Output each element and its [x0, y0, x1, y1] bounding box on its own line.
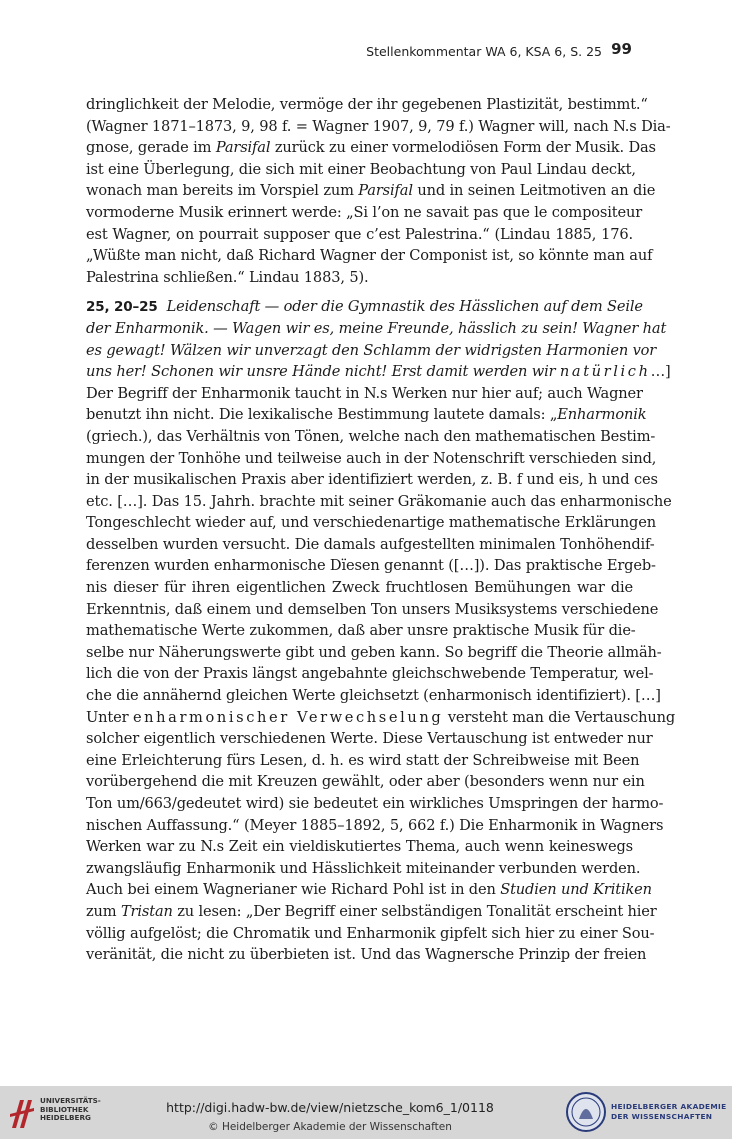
- italic-title: Enharmonik: [557, 406, 647, 424]
- lemma-spaced-word: natürlich: [559, 363, 651, 381]
- lemma-line-3: es gewagt! Wälzen wir unverzagt den Schlamm der widrigsten Harmonien vor: [86, 341, 657, 359]
- commentary-entry: [86, 296, 676, 965]
- spaced-term-line: [86, 707, 676, 729]
- paragraph-1-line: vormoderne Musik erinnert werde: „Si l’on ne savait pas que le compositeur: [86, 203, 643, 221]
- logo-line: HEIDELBERGER AKADEMIE: [611, 1102, 727, 1111]
- entry-body-line: (griech.), das Verhältnis von Tönen, welche nach den mathematischen Bestim-: [86, 427, 656, 445]
- running-head: Stellenkommentar WA 6, KSA 6, S. 25: [366, 44, 602, 59]
- entry-body-2: [86, 728, 664, 966]
- entry-body-line: che die annähernd gleichen Werte gleichsetzt (enharmonisch identifiziert). […]: [86, 687, 661, 705]
- paragraph-1-line: gnose, gerade im Parsifal zurück zu einer vormelodiösen Form der Musik. Das: [86, 139, 656, 157]
- academy-seal-icon: [565, 1091, 607, 1133]
- italic-title: Studien und Kritiken: [500, 881, 652, 899]
- entry-body-line: Werken war zu N.s Zeit ein vieldiskutiertes Thema, auch wenn keineswegs: [86, 838, 633, 856]
- entry-body-line: Der Begriff der Enharmonik taucht in N.s Werken nur hier auf; auch Wagner: [86, 384, 643, 402]
- footer-url-link[interactable]: http://digi.hadw-bw.de/view/nietzsche_kom6_1/0118: [166, 1100, 494, 1115]
- entry-body-line: Erkenntnis, daß einem und demselben Ton unsers Musiksystems verschiedene: [86, 600, 659, 618]
- spaced-term: enharmonischer Verwechselung: [132, 708, 444, 726]
- entry-body-line: eine Erleichterung fürs Lesen, d. h. es wird statt der Schreibweise mit Been: [86, 751, 640, 769]
- entry-body-line: ferenzen wurden enharmonische Dïesen genannt ([…]). Das praktische Ergeb-: [86, 557, 656, 575]
- paragraph-1-line: est Wagner, on pourrait supposer que c’est Palestrina.“ (Lindau 1885, 176.: [86, 225, 633, 243]
- entry-body-line: lich die von der Praxis längst angebahnte gleichschwebende Temperatur, wel-: [86, 665, 654, 683]
- entry-body-line: mungen der Tonhöhe und teilweise auch in der Notenschrift verschieden sind,: [86, 449, 657, 467]
- paragraph-1: [86, 94, 671, 288]
- paragraph-1-line: Palestrina schließen.“ Lindau 1883, 5).: [86, 268, 369, 286]
- italic-title: Tristan: [120, 902, 173, 920]
- entry-body-line: selbe nur Näherungswerte gibt und geben kann. So begriff die Theorie allmäh-: [86, 643, 662, 661]
- lemma-line-2: der Enharmonik. — Wagen wir es, meine Freunde, hässlich zu sein! Wagner hat: [86, 319, 667, 337]
- paragraph-1-line: wonach man bereits im Vorspiel zum Parsifal und in seinen Leitmotiven an die: [86, 182, 656, 200]
- logo-line: BIBLIOTHEK: [40, 1104, 89, 1114]
- entry-body-line: Ton um/663/gedeutet wird) sie bedeutet ein wirkliches Umspringen der harmo-: [86, 795, 664, 812]
- line-prefix: Unter: [86, 708, 129, 726]
- entry-body-line: in der musikalischen Praxis aber identifiziert werden, z. B. f und eis, h und ces: [86, 471, 658, 489]
- logo-line: UNIVERSITÄTS-: [40, 1096, 101, 1105]
- lemma-line-4: [86, 361, 671, 383]
- entry-body-line: völlig aufgelöst; die Chromatik und Enharmonik gipfelt sich hier zu einer Sou-: [86, 924, 655, 942]
- italic-title: Parsifal: [215, 139, 271, 157]
- logo-line: DER WISSENSCHAFTEN: [611, 1112, 713, 1121]
- lemma-reference: 25, 20–25: [86, 299, 158, 316]
- entry-body-line: solcher eigentlich verschiedenen Werte. Diese Vertauschung ist entweder nur: [86, 730, 653, 748]
- italic-title: Parsifal: [358, 182, 413, 200]
- body-text: [86, 94, 676, 966]
- lemma-line-1: [86, 296, 643, 318]
- logo-line: HEIDELBERG: [40, 1113, 91, 1123]
- paragraph-1-line: „Wüßte man nicht, daß Richard Wagner der Componist ist, so könnte man auf: [86, 247, 653, 265]
- lemma-text: uns her! Schonen wir unsre Hände nicht! Erst damit werden wir: [86, 363, 556, 381]
- entry-body-line: vorübergehend die mit Kreuzen gewählt, oder aber (besonders wenn nur ein: [86, 773, 645, 791]
- entry-body-line: desselben wurden versucht. Die damals aufgestellten minimalen Tonhöhendif-: [86, 535, 655, 553]
- footer-copyright: © Heidelberger Akademie der Wissenschaften: [208, 1121, 452, 1133]
- lemma-text: Leidenschaft — oder die Gymnastik des Hässlichen auf dem Seile: [166, 298, 643, 316]
- entry-body-line: etc. […]. Das 15. Jahrh. brachte mit seiner Gräkomanie auch das enharmonische: [86, 492, 672, 510]
- lemma-end: …]: [650, 363, 671, 381]
- line-rest: versteht man die Vertauschung: [447, 708, 676, 726]
- entry-body-line: mathematische Werte zukommen, daß aber unsre praktische Musik für die-: [86, 622, 636, 640]
- entry-body-line: zwangsläufig Enharmonik und Hässlichkeit miteinander verbunden werden.: [86, 859, 641, 877]
- academy-logo-text: [611, 1102, 726, 1122]
- entry-body-line: Auch bei einem Wagnerianer wie Richard Pohl ist in den Studien und Kritiken: [86, 881, 652, 899]
- paragraph-1-line: ist eine Überlegung, die sich mit einer Beobachtung von Paul Lindau deckt,: [86, 160, 636, 178]
- entry-body-line: zum Tristan zu lesen: „Der Begriff einer selbständigen Tonalität erscheint hier: [86, 902, 657, 920]
- paragraph-1-line: dringlichkeit der Melodie, vermöge der ihr gegebenen Plastizität, bestimmt.“: [86, 96, 648, 113]
- entry-body-line: nischen Auffassung.“ (Meyer 1885–1892, 5, 662 f.) Die Enharmonik in Wagners: [86, 816, 664, 834]
- entry-body-line: veränität, die nicht zu überbieten ist. Und das Wagnersche Prinzip der freien: [86, 946, 647, 964]
- paragraph-1-line: (Wagner 1871–1873, 9, 98 f. = Wagner 1907, 9, 79 f.) Wagner will, nach N.s Dia-: [86, 117, 671, 135]
- page-number: 99: [611, 40, 632, 58]
- entry-body-1: [86, 383, 672, 707]
- entry-body-line: benutzt ihn nicht. Die lexikalische Bestimmung lautete damals: „Enharmonik: [86, 406, 647, 424]
- entry-body-line: nis dieser für ihren eigentlichen Zweck fruchtlosen Bemühungen war die: [86, 579, 633, 597]
- entry-body-line: Tongeschlecht wieder auf, und verschiedenartige mathematische Erklärungen: [86, 514, 656, 532]
